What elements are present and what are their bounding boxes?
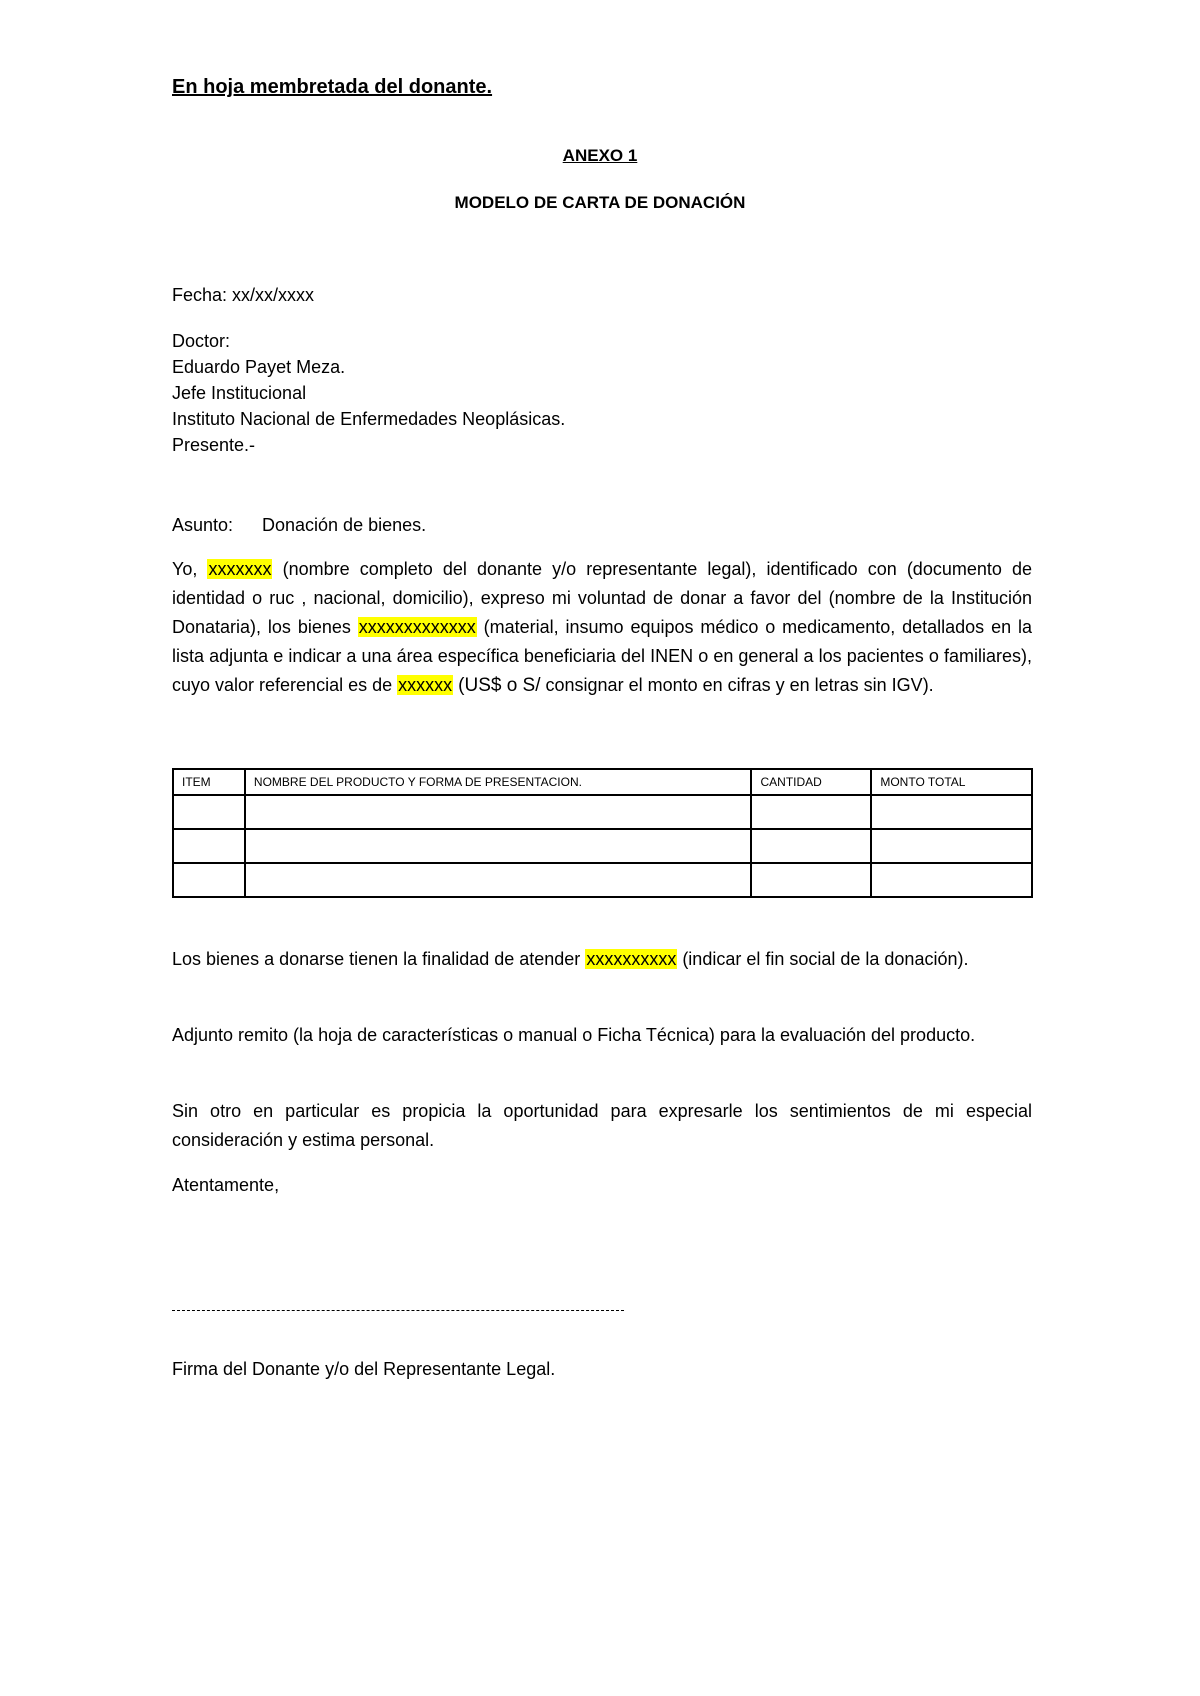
paragraph-purpose	[172, 945, 1032, 974]
subject-value: Donación de bienes.	[262, 515, 427, 535]
placeholder-purpose: xxxxxxxxxx	[586, 949, 677, 969]
signature-label: Firma del Donante y/o del Representante Legal.	[172, 1359, 556, 1379]
recipient-position: Jefe Institucional	[172, 383, 307, 403]
recipient-title: Doctor:	[172, 331, 231, 351]
table-cell[interactable]	[751, 795, 871, 829]
signature-line	[172, 1310, 624, 1311]
header-quantity: CANTIDAD	[751, 769, 871, 795]
placeholder-donor-name: xxxxxxx	[208, 559, 272, 579]
header-item: ITEM	[173, 769, 245, 795]
paragraph-donor-declaration	[172, 555, 1032, 700]
recipient-block	[172, 328, 565, 458]
table-cell[interactable]	[871, 795, 1032, 829]
closing: Atentamente,	[172, 1175, 280, 1195]
annex-title: ANEXO 1	[562, 146, 638, 165]
table-cell[interactable]	[245, 795, 752, 829]
table-row	[173, 863, 1032, 897]
table-row	[173, 829, 1032, 863]
table-cell[interactable]	[751, 829, 871, 863]
placeholder-goods: xxxxxxxxxxxxx	[358, 617, 476, 637]
table-cell[interactable]	[173, 795, 245, 829]
table-cell[interactable]	[173, 863, 245, 897]
items-table	[172, 768, 1033, 898]
table-cell[interactable]	[871, 829, 1032, 863]
paragraph-farewell: Sin otro en particular es propicia la oportunidad para expresarle los sentimientos de mi especial consideración y estima personal.	[172, 1101, 1032, 1150]
para2-text-1: Los bienes a donarse tienen la finalidad de atender	[172, 949, 586, 969]
para1-text-4: consignar el monto en cifras y en letras sin IGV).	[540, 675, 934, 695]
table-cell[interactable]	[245, 863, 752, 897]
currency-text: (US$ o S/	[458, 675, 541, 696]
table-row	[173, 795, 1032, 829]
letterhead-note: En hoja membretada del donante.	[172, 76, 493, 98]
para1-text-3: (material, insumo equipos médico o medicamento, detallados en la lista adjunta e indicar a una área específica beneficiaria del INEN o en general a los pacientes o familiares), cuyo valor referencial es de	[172, 617, 1032, 695]
table-cell[interactable]	[871, 863, 1032, 897]
date-line: Fecha: xx/xx/xxxx	[172, 285, 315, 305]
table-header-row	[173, 769, 1032, 795]
subject-line	[172, 512, 426, 538]
para1-text-2: (nombre completo del donante y/o representante legal), identificado con (documento de identidad o ruc , nacional, domicilio), expreso mi voluntad de donar a favor del (nombre de la Institución Donataria), los bienes	[172, 559, 1032, 637]
recipient-name: Eduardo Payet Meza.	[172, 357, 346, 377]
subject-label: Asunto:	[172, 515, 234, 535]
table-cell[interactable]	[245, 829, 752, 863]
recipient-institution: Instituto Nacional de Enfermedades Neoplásicas.	[172, 409, 566, 429]
header-product-name: NOMBRE DEL PRODUCTO Y FORMA DE PRESENTACION.	[245, 769, 752, 795]
document-title: MODELO DE CARTA DE DONACIÓN	[454, 193, 746, 212]
para1-text-1: Yo,	[172, 559, 208, 579]
paragraph-attachment: Adjunto remito (la hoja de características o manual o Ficha Técnica) para la evaluación del producto.	[172, 1025, 976, 1045]
placeholder-value: xxxxxx	[398, 675, 453, 695]
recipient-presente: Presente.-	[172, 435, 256, 455]
table-cell[interactable]	[173, 829, 245, 863]
para2-text-2: (indicar el fin social de la donación).	[677, 949, 969, 969]
header-total-amount: MONTO TOTAL	[871, 769, 1032, 795]
table-cell[interactable]	[751, 863, 871, 897]
